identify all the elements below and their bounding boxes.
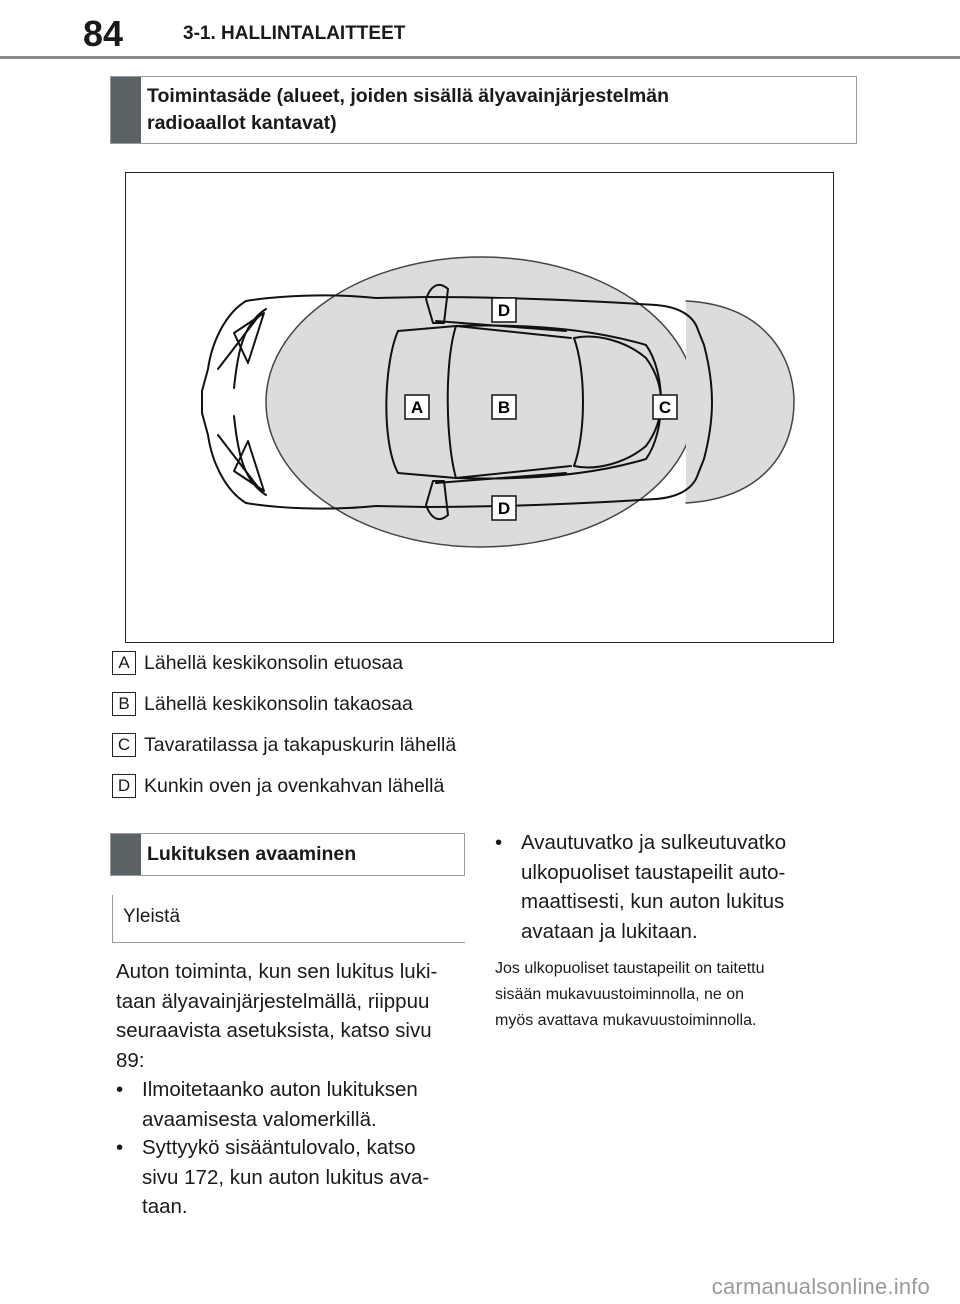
header-rule: [0, 56, 960, 59]
heading-bar: [111, 77, 141, 143]
legend-text-b: Lähellä keskikonsolin takaosaa: [144, 693, 413, 715]
range-heading: [147, 83, 846, 137]
general-subheading-box: [112, 895, 465, 943]
legend-badge-c: C: [112, 733, 136, 757]
note-line: myös avattava mukavuustoiminnolla.: [495, 1012, 757, 1029]
bullet-line: sivu 172, kun auton lukitus ava-: [142, 1165, 430, 1189]
diagram-label-a: A: [410, 398, 424, 417]
bullet-item: [116, 1133, 468, 1222]
diagram-label-d-top: D: [497, 301, 511, 320]
intro-paragraph: [116, 957, 468, 1075]
intro-line: Auton toiminta, kun sen lukitus luki-: [116, 960, 438, 983]
range-heading-box: [110, 76, 857, 144]
legend-text-c: Tavaratilassa ja takapuskurin lähellä: [144, 734, 457, 756]
intro-line: taan älyavainjärjestelmällä, riippuu: [116, 989, 430, 1013]
bullet-line: maattisesti, kun auton lukitus: [521, 890, 785, 913]
diagram-label-b: B: [497, 398, 511, 417]
legend-badge-b: B: [112, 692, 136, 716]
note-line: sisään mukavuustoiminnolla, ne on: [495, 986, 745, 1003]
bullet-item: [116, 1075, 468, 1134]
intro-line: 89:: [116, 1048, 145, 1072]
mirror-note: [495, 956, 845, 1034]
legend-text-a: Lähellä keskikonsolin etuosaa: [144, 652, 404, 674]
page-number: 84: [82, 13, 124, 54]
bullet-line: taan.: [142, 1195, 188, 1218]
unlocking-heading: Lukituksen avaaminen: [147, 843, 357, 865]
bullet-line: Syttyykö sisääntulovalo, katso: [142, 1136, 416, 1159]
unlocking-heading-box: [110, 833, 465, 876]
diagram-label-d-bottom: D: [497, 499, 511, 518]
diagram-label-c: C: [658, 398, 672, 417]
car-range-illustration: [126, 173, 832, 641]
key-range-diagram: [125, 172, 834, 643]
section-title: 3-1. HALLINTALAITTEET: [183, 23, 406, 44]
bullet-item: [495, 828, 845, 946]
bullet-line: Avautuvatko ja sulkeutuvatko: [521, 831, 787, 854]
legend-badge-a: A: [112, 651, 136, 675]
legend-badge-d: D: [112, 774, 136, 798]
bullet-line: avataan ja lukitaan.: [521, 919, 698, 943]
bullet-mark: •: [116, 1136, 124, 1159]
heading-bar: [111, 834, 141, 875]
note-line: Jos ulkopuoliset taustapeilit on taitettu: [495, 960, 765, 977]
legend-text-d: Kunkin oven ja ovenkahvan lähellä: [144, 775, 445, 797]
bullet-mark: •: [495, 831, 503, 854]
general-subheading: Yleistä: [123, 906, 181, 927]
bullet-line: avaamisesta valomerkillä.: [142, 1107, 377, 1131]
watermark: carmanualsonline.info: [711, 1274, 930, 1299]
range-heading-line-2: radioaallot kantavat): [147, 112, 337, 134]
range-heading-line-1: Toimintasäde (alueet, joiden sisällä älyavainjärjestelmän: [147, 85, 670, 107]
bullet-mark: •: [116, 1078, 124, 1101]
bullet-line: Ilmoitetaanko auton lukituksen: [142, 1078, 418, 1101]
bullet-line: ulkopuoliset taustapeilit auto-: [521, 860, 786, 884]
intro-line: seuraavista asetuksista, katso sivu: [116, 1019, 432, 1042]
